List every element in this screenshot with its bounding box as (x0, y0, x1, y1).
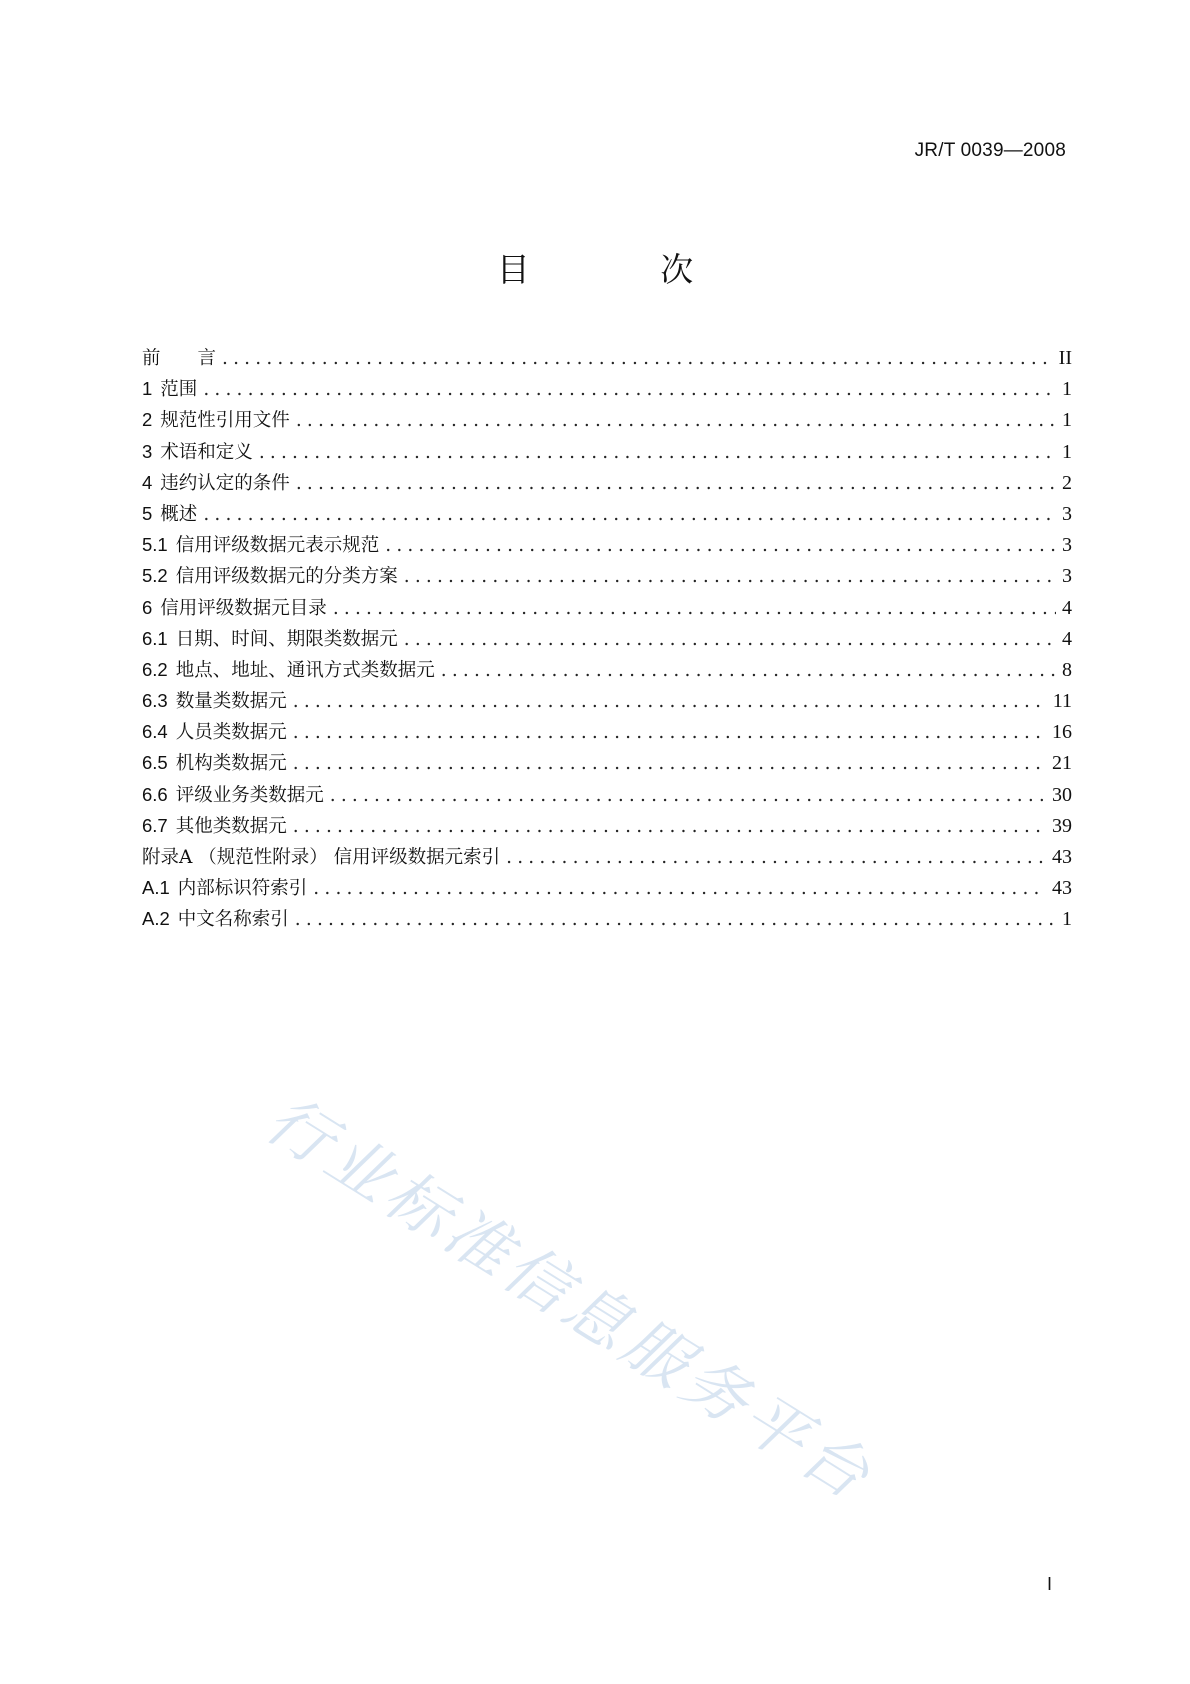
toc-entry-text: 前 言 (142, 348, 217, 369)
toc-entry-label (142, 749, 293, 775)
toc-entry-page: 39 (1052, 814, 1072, 837)
toc-entry-number: A.2 (142, 908, 170, 930)
toc-entry-page: II (1058, 347, 1072, 369)
toc-entry[interactable] (142, 874, 1072, 905)
toc-entry-number: 5.1 (142, 534, 168, 556)
toc-entry-text: 其他类数据元 (175, 815, 287, 837)
toc-entry[interactable] (142, 469, 1072, 500)
toc-entry-number: A.1 (142, 877, 170, 899)
toc-entry-text: 范围 (160, 379, 198, 401)
toc-entry-page: 3 (1062, 502, 1072, 525)
toc-entry-text: 信用评级数据元目录 (160, 597, 327, 619)
toc-entry[interactable] (142, 562, 1072, 593)
toc-entry-label (142, 562, 404, 588)
toc-leader-dots (293, 816, 1046, 837)
toc-entry-label (142, 625, 404, 651)
toc-entry-text: 规范性引用文件 (160, 410, 290, 432)
toc-entry[interactable] (142, 500, 1072, 531)
toc-leader-dots (203, 379, 1056, 400)
toc-leader-dots (203, 504, 1056, 525)
toc-entry-page: 4 (1062, 596, 1072, 619)
page-number: I (1046, 1574, 1052, 1594)
toc-entry-page: 8 (1062, 658, 1072, 681)
toc-entry[interactable] (142, 656, 1072, 687)
toc-leader-dots (295, 909, 1056, 930)
toc-leader-dots (313, 878, 1046, 899)
toc-entry-page: 16 (1052, 721, 1072, 744)
toc-entry-page: 2 (1062, 471, 1072, 494)
toc-entry-page: 1 (1062, 908, 1072, 931)
toc-entry-page: 1 (1062, 440, 1072, 463)
toc-entry-label (142, 469, 296, 495)
toc-leader-dots (296, 410, 1056, 431)
toc-entry-text: 评级业务类数据元 (175, 784, 324, 806)
toc-entry-label (142, 812, 293, 838)
watermark: 行业标准信息服务平台 (252, 1082, 886, 1517)
toc-entry[interactable] (142, 843, 1072, 874)
toc-entry-number: 6 (142, 596, 153, 618)
toc-entry-label (142, 781, 330, 807)
table-of-contents (142, 344, 1072, 937)
toc-entry-page: 11 (1052, 690, 1072, 713)
toc-entry-label (142, 375, 203, 401)
toc-entry-label (142, 500, 203, 526)
page-title: 目 次 (496, 250, 754, 289)
toc-entry-number: 6.2 (142, 658, 168, 680)
toc-entry-page: 1 (1062, 409, 1072, 432)
toc-entry-page: 43 (1052, 877, 1072, 900)
toc-leader-dots (259, 442, 1056, 463)
toc-entry-page: 21 (1052, 752, 1072, 775)
toc-entry-label (142, 687, 293, 713)
toc-entry-number: 1 (142, 378, 153, 400)
toc-entry[interactable] (142, 812, 1072, 843)
toc-leader-dots (296, 473, 1056, 494)
toc-leader-dots (222, 348, 1053, 369)
toc-entry-label (142, 874, 313, 900)
toc-entry-page: 3 (1062, 534, 1072, 557)
toc-entry-text: 附录A （规范性附录） 信用评级数据元索引 (142, 847, 501, 868)
toc-entry[interactable] (142, 687, 1072, 718)
toc-entry[interactable] (142, 718, 1072, 749)
toc-entry-text: 违约认定的条件 (160, 472, 290, 494)
toc-leader-dots (293, 753, 1046, 774)
toc-entry-label (142, 718, 293, 744)
standard-code: JR/T 0039—2008 (914, 140, 1066, 161)
toc-entry[interactable] (142, 749, 1072, 780)
toc-entry[interactable] (142, 344, 1072, 375)
toc-entry[interactable] (142, 531, 1072, 562)
toc-entry-text: 信用评级数据元的分类方案 (175, 566, 398, 588)
toc-entry-text: 日期、时间、期限类数据元 (175, 628, 398, 650)
toc-entry-label (142, 344, 222, 370)
toc-entry-number: 4 (142, 471, 153, 493)
toc-entry-text: 中文名称索引 (177, 909, 289, 931)
toc-entry-number: 5.2 (142, 565, 168, 587)
toc-entry-text: 机构类数据元 (175, 753, 287, 775)
toc-entry-label (142, 594, 333, 620)
toc-entry-page: 4 (1062, 627, 1072, 650)
toc-entry-number: 6.3 (142, 690, 168, 712)
toc-entry-text: 地点、地址、通讯方式类数据元 (175, 659, 435, 681)
toc-leader-dots (293, 722, 1046, 743)
toc-entry-number: 5 (142, 502, 153, 524)
toc-leader-dots (330, 785, 1046, 806)
toc-leader-dots (385, 535, 1056, 556)
toc-entry-number: 6.7 (142, 814, 168, 836)
toc-leader-dots (441, 660, 1056, 681)
toc-entry-label (142, 406, 296, 432)
toc-entry-number: 6.5 (142, 752, 168, 774)
toc-entry-label (142, 905, 295, 931)
toc-entry[interactable] (142, 905, 1072, 936)
toc-entry[interactable] (142, 594, 1072, 625)
toc-leader-dots (404, 629, 1056, 650)
toc-entry-number: 6.4 (142, 721, 168, 743)
toc-entry-page: 1 (1062, 378, 1072, 401)
toc-entry[interactable] (142, 375, 1072, 406)
toc-entry-page: 43 (1052, 846, 1072, 868)
toc-entry[interactable] (142, 781, 1072, 812)
toc-entry-number: 6.6 (142, 783, 168, 805)
toc-leader-dots (404, 566, 1056, 587)
toc-entry[interactable] (142, 438, 1072, 469)
toc-entry-label (142, 531, 385, 557)
toc-leader-dots (293, 691, 1047, 712)
toc-entry-page: 30 (1052, 783, 1072, 806)
toc-entry[interactable] (142, 625, 1072, 656)
toc-entry-text: 术语和定义 (160, 441, 253, 463)
toc-entry[interactable] (142, 406, 1072, 437)
toc-leader-dots (506, 847, 1046, 868)
toc-entry-page: 3 (1062, 565, 1072, 588)
toc-entry-text: 数量类数据元 (175, 691, 287, 713)
toc-entry-number: 2 (142, 409, 153, 431)
toc-entry-label (142, 656, 441, 682)
toc-leader-dots (333, 598, 1056, 619)
toc-entry-text: 概述 (160, 503, 198, 525)
toc-entry-text: 人员类数据元 (175, 722, 287, 744)
toc-entry-number: 3 (142, 440, 153, 462)
toc-entry-text: 内部标识符索引 (177, 878, 308, 900)
toc-entry-label (142, 438, 259, 464)
toc-entry-text: 信用评级数据元表示规范 (175, 535, 380, 557)
toc-entry-number: 6.1 (142, 627, 168, 649)
toc-entry-label (142, 843, 506, 869)
